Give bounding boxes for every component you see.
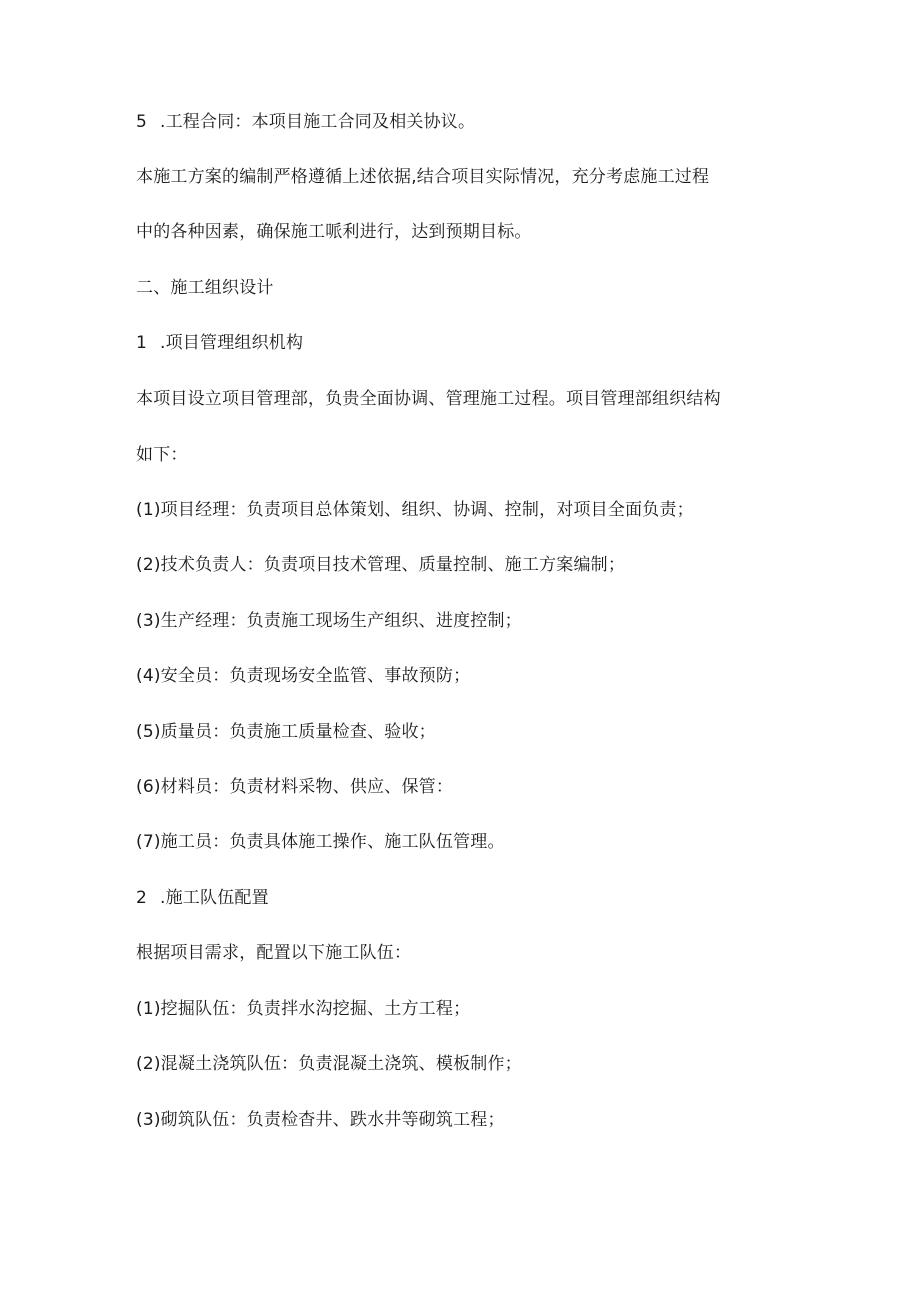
subsection-heading <box>136 332 303 354</box>
list-item: (5)质量员：负责施工质量检查、验收； <box>136 722 436 742</box>
line-text: .工程合同：本项目施工合同及相关协议。 <box>160 112 476 132</box>
paragraph-line: 如下： <box>136 445 188 465</box>
list-item: (3)生产经理：负责施工现场生产组织、进度控制； <box>136 611 522 631</box>
paragraph-line: 本施工方案的编制严格遵循上述依据,结合项目实际情况，充分考虑施工过程 <box>136 167 710 187</box>
contract-item-line <box>136 111 475 133</box>
item-number: 1 <box>136 333 148 353</box>
paragraph-line: 本项目设立项目管理部，负贵全面协调、管理施工过程。项目管理部组织结构 <box>136 389 721 409</box>
list-item: (3)砌筑队伍：负责检杳井、跌水井等砌筑工程； <box>136 1110 505 1130</box>
list-item: (6)材料员：负责材料采物、供应、保管： <box>136 777 454 797</box>
list-item: (2)混凝土浇筑队伍：负责混凝土浇筑、模板制作； <box>136 1054 522 1074</box>
subsection-heading <box>136 887 269 909</box>
paragraph-line: 中的各种因素，确保施工哌利进行，达到预期目标。 <box>136 222 532 242</box>
paragraph-line: 根据项目需求，配置以下施工队伍： <box>136 943 412 963</box>
section-heading: 二、施工组织设计 <box>136 278 274 298</box>
line-text: .项目管理组织机构 <box>160 333 304 353</box>
item-number: 2 <box>136 888 148 908</box>
list-item: (1)项目经理：负责项目总体策划、组织、协调、控制，对项目全面负责； <box>136 500 694 520</box>
list-item: (2)技术负责人：负责项目技术管理、质量控制、施工方案编制； <box>136 555 626 575</box>
list-item: (1)挖掘队伍：负责拌水沟挖掘、土方工程； <box>136 999 471 1019</box>
line-text: .施工队伍配置 <box>160 888 269 908</box>
item-number: 5 <box>136 112 148 132</box>
list-item: (4)安全员：负责现场安全监管、事故预防； <box>136 666 471 686</box>
list-item: (7)施工员：负责具体施工操作、施工队伍管理。 <box>136 832 505 852</box>
